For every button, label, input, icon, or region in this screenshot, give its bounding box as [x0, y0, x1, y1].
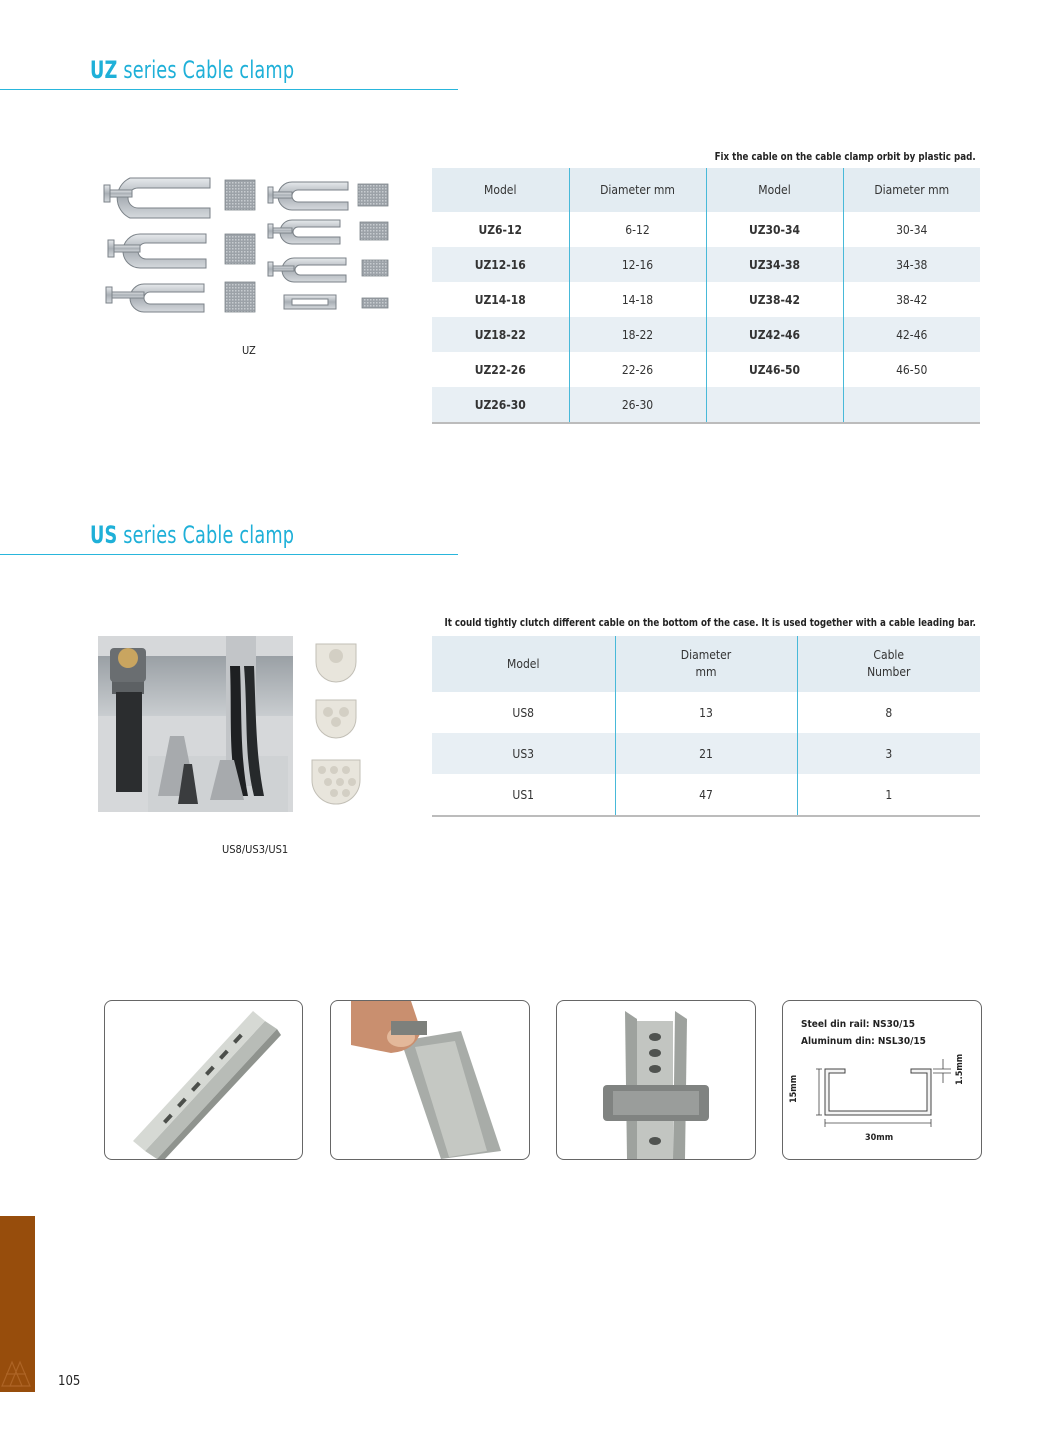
table-cell: 13: [615, 692, 797, 733]
table-cell: UZ46-50: [706, 352, 843, 387]
table-cell: UZ26-30: [432, 387, 569, 423]
uz-header-model-2: Model: [706, 168, 843, 212]
uz-image-caption: UZ: [242, 344, 256, 357]
table-row: [432, 733, 980, 774]
table-cell: UZ12-16: [432, 247, 569, 282]
table-cell: 3: [797, 733, 980, 774]
uz-spec-table: [432, 168, 980, 424]
us-title-rule: [0, 554, 458, 555]
uz-clamps-image: [100, 170, 400, 330]
table-cell: UZ22-26: [474, 362, 526, 377]
uz-section-title: UZ series Cable clamp: [90, 56, 295, 84]
table-cell: 21: [615, 733, 797, 774]
us-clamps-photo: [98, 636, 368, 812]
table-cell: 14-18: [569, 282, 706, 317]
table-row: [432, 352, 980, 387]
din-rail-diagram: [782, 1000, 982, 1160]
table-cell: US8: [512, 705, 535, 720]
table-cell: 47: [615, 774, 797, 816]
table-cell: 1: [797, 774, 980, 816]
din-rail-photo-1: [104, 1000, 303, 1160]
uz-header-diameter-2: Diameter mm: [843, 168, 980, 212]
din-dim-width: 30mm: [865, 1133, 894, 1143]
table-cell: 34-38: [843, 247, 980, 282]
table-cell: 42-46: [843, 317, 980, 352]
us-table-header: [432, 636, 980, 692]
table-row: [432, 387, 980, 423]
table-cell: UZ30-34: [706, 212, 843, 247]
us-header-diameter: Diameter mm: [615, 636, 797, 692]
din-dim-thickness: 1.5mm: [955, 1053, 965, 1085]
table-cell: US1: [432, 774, 615, 816]
table-cell: [843, 387, 980, 423]
table-cell: 8: [797, 692, 980, 733]
decorative-pattern-icon: [0, 1216, 35, 1392]
table-cell: UZ42-46: [706, 317, 843, 352]
us-note: It could tightly clutch different cable on the bottom of the case. It is used together with a cable leading bar.: [444, 616, 976, 629]
table-cell: [706, 387, 843, 423]
table-row: [432, 774, 980, 816]
din-rail-photo-2: [330, 1000, 530, 1160]
uz-table-header: [432, 168, 980, 212]
table-cell: UZ38-42: [706, 282, 843, 317]
table-row: [432, 692, 980, 733]
us-section-title: US series Cable clamp: [90, 521, 295, 549]
table-cell: 12-16: [569, 247, 706, 282]
table-cell: 18-22: [569, 317, 706, 352]
table-cell: 22-26: [569, 352, 706, 387]
table-cell: 38-42: [843, 282, 980, 317]
us-header-model: Model: [432, 636, 615, 692]
table-row: [432, 282, 980, 317]
table-cell: 26-30: [569, 387, 706, 423]
table-cell: UZ34-38: [706, 247, 843, 282]
din-spec-line-1: Steel din rail: NS30/15: [801, 1019, 915, 1030]
uz-title-rule: [0, 89, 458, 90]
table-row: [432, 247, 980, 282]
uz-header-diameter: Diameter mm: [569, 168, 706, 212]
table-cell: 46-50: [843, 352, 980, 387]
side-color-bar: [0, 1216, 35, 1392]
table-row: [432, 212, 980, 247]
uz-header-model: Model: [432, 168, 569, 212]
din-spec-line-2: Aluminum din: NSL30/15: [801, 1036, 926, 1047]
page-number: 105: [58, 1374, 81, 1389]
table-cell: UZ18-22: [432, 317, 569, 352]
din-rail-photo-3: [556, 1000, 756, 1160]
table-cell: UZ14-18: [474, 292, 526, 307]
din-dim-height: 15mm: [789, 1074, 799, 1103]
us-header-cable-number: Cable Number: [797, 636, 980, 692]
us-image-caption: US8/US3/US1: [222, 843, 289, 856]
table-cell: US3: [432, 733, 615, 774]
us-spec-table: [432, 636, 980, 817]
table-cell: UZ6-12: [478, 222, 523, 237]
uz-note: Fix the cable on the cable clamp orbit by plastic pad.: [714, 150, 976, 163]
table-cell: 6-12: [569, 212, 706, 247]
table-row: [432, 317, 980, 352]
table-cell: 30-34: [843, 212, 980, 247]
